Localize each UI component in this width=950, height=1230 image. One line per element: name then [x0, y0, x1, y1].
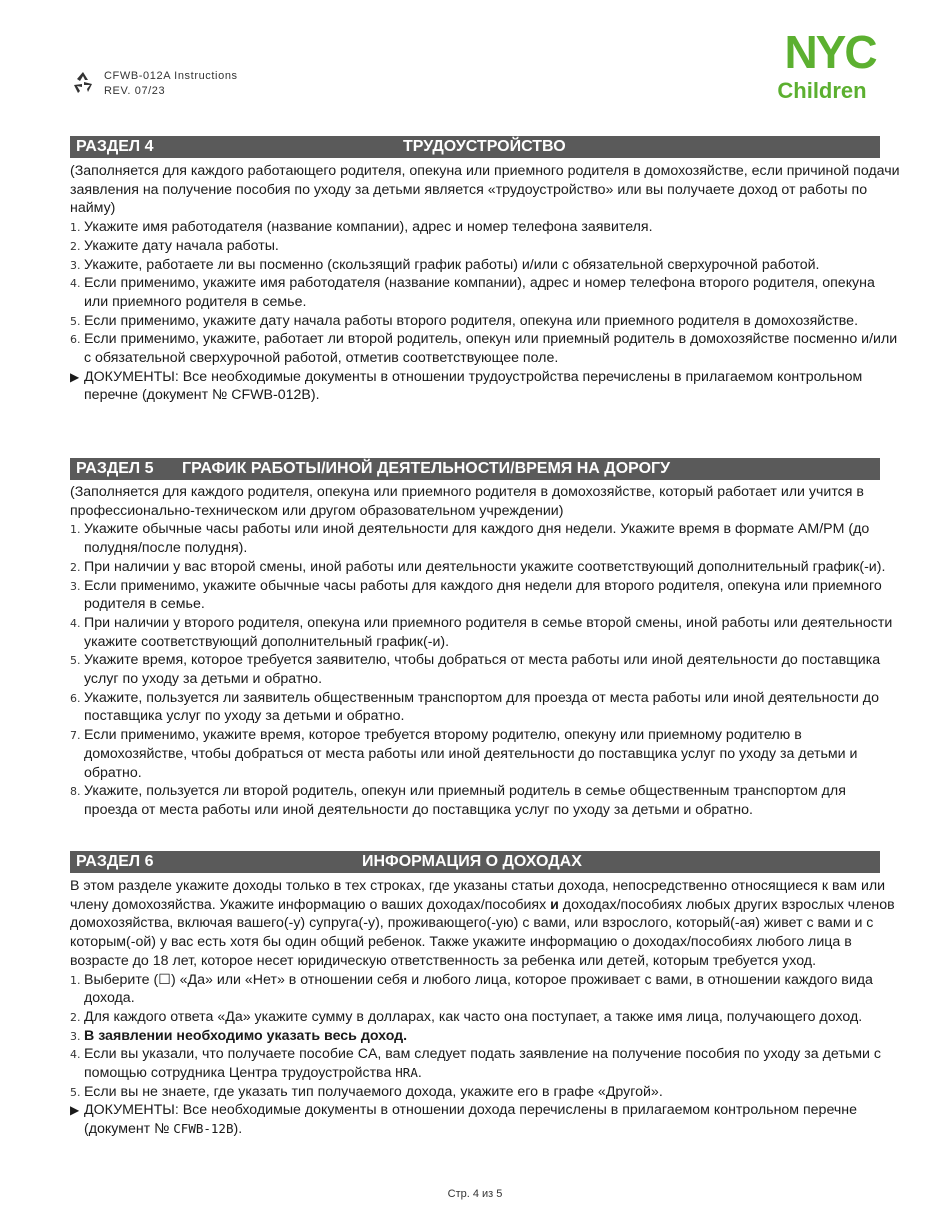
section-6-header [70, 851, 880, 873]
section-5-header [70, 458, 880, 480]
list-item: 4. При наличии у второго родителя, опекуна или приемного родителя в семье второй смены, иной работы или деятельности укажите соответствующий дополнительный график(-и). [70, 614, 893, 650]
documents-note: ▶ ДОКУМЕНТЫ: Все необходимые документы в отношении дохода перечислены в прилагаемом контрольном перечне (документ № CFWB-12B). [70, 1102, 857, 1138]
form-id [104, 69, 238, 99]
logo-children-text: Children [777, 78, 867, 103]
list-item: 5. Если вы не знаете, где указать тип получаемого дохода, укажите его в графе «Другой». [70, 1083, 663, 1100]
nyc-children-logo [760, 28, 900, 103]
list-item: 4. Если вы указали, что получаете пособие CA, вам следует подать заявление на получение пособия по уходу за детьми с помощью сотрудника Центра трудоустройства HRA. [70, 1046, 881, 1082]
section-5-body [70, 483, 900, 820]
list-item: 1. Выберите (☐) «Да» или «Нет» в отношении себя и любого лица, которое проживает с вами, в отношении каждого вида дохода. [70, 971, 873, 1007]
list-item: 5. Укажите время, которое требуется заявителю, чтобы добраться от места работы или иной деятельности до поставщика услуг по уходу за детьми и обратно. [70, 652, 881, 688]
section-5-intro: (Заполняется для каждого родителя, опекуна или приемного родителя в домохозяйстве, который работает или учится в профессионально-техническом или другом образовательном учреждении) [70, 484, 864, 519]
section-4-intro: (Заполняется для каждого работающего родителя, опекуна или приемного родителя в домохозяйстве, если причиной подачи заявления на получение пособия по уходу за детьми является «трудоустройство» или вы получаете доход от работы по найму) [70, 163, 900, 217]
list-item: 4. Если применимо, укажите имя работодателя (название компании), адрес и номер телефона второго родителя, опекуна или приемного родителя в семье. [70, 275, 875, 310]
revision: REV. 07/23 [104, 85, 166, 97]
arrow-right-icon: ▶ [70, 1103, 80, 1118]
list-item: 8. Укажите, пользуется ли второй родитель, опекун или приемный родитель в семье общественным транспортом для проезда от места работы или иной деятельности до поставщика услуг по уходу за детьми и обратно. [70, 783, 846, 818]
page-header [70, 28, 900, 108]
section-6-number: РАЗДЕЛ 6 [76, 853, 154, 870]
list-item: 6. Укажите, пользуется ли заявитель общественным транспортом для проезда от места работы или иной деятельности до поставщика услуг по уходу за детьми и обратно. [70, 689, 879, 725]
list-item: 2. При наличии у вас второй смены, иной работы или деятельности укажите соответствующий дополнительный график(-и). [70, 558, 886, 575]
logo-nyc-text: NYC [784, 28, 876, 78]
list-item: 3. Укажите, работаете ли вы посменно (скользящий график работы) и/или с обязательной сверхурочной работой. [70, 256, 820, 273]
section-5-title: ГРАФИК РАБОТЫ/ИНОЙ ДЕЯТЕЛЬНОСТИ/ВРЕМЯ НА ДОРОГУ [182, 460, 671, 477]
form-number: CFWB-012A Instructions [104, 70, 238, 82]
arrow-right-icon: ▶ [70, 369, 80, 384]
list-item: 2. Укажите дату начала работы. [70, 237, 279, 254]
documents-note: ▶ ДОКУМЕНТЫ: Все необходимые документы в отношении трудоустройства перечислены в прилагаемом контрольном перечне (документ № CFWB-012B). [70, 368, 863, 404]
list-item: 3. Если применимо, укажите обычные часы работы для каждого дня недели для второго родителя, опекуна или приемного родителя в семье. [70, 577, 882, 613]
list-item: 1. Укажите имя работодателя (название компании), адрес и номер телефона заявителя. [70, 219, 653, 236]
list-item: 7. Если применимо, укажите время, которое требуется второму родителю, опекуну или приемному родителю в домохозяйстве, чтобы добраться от места работы или иной деятельности до поставщика услуг по уходу за детьми и обратно. [70, 727, 858, 781]
list-item: 3. В заявлении необходимо указать весь доход. [70, 1027, 408, 1044]
section-4-number: РАЗДЕЛ 4 [76, 138, 154, 155]
section-4-body [70, 162, 900, 405]
section-6-title: ИНФОРМАЦИЯ О ДОХОДАХ [362, 853, 582, 870]
list-item: 2. Для каждого ответа «Да» укажите сумму в долларах, как часто она поступает, а также имя лица, получающего доход. [70, 1008, 863, 1025]
list-item: 5. Если применимо, укажите дату начала работы второго родителя, опекуна или приемного родителя в домохозяйстве. [70, 312, 859, 329]
section-6-intro: В этом разделе укажите доходы только в тех строках, где указаны статьи дохода, непосредственно относящиеся к вам или члену домохозяйства. Укажите информацию о ваших доходах/пособиях и доходах/пособиях любых других взрослых членов домохозяйства, включая вашего(-у) супруга(-у), проживающего(-ую) с вами, или взрослого, который(-ая) живет с вами и с которым(-ой) у вас есть хотя бы один общий ребенок. Также укажите информацию о доходах/пособиях любого лица в возрасте до 18 лет, которое несет юридическую ответственность за ребенка или детей, которым требуется уход. [70, 878, 895, 969]
section-5-number: РАЗДЕЛ 5 [76, 460, 154, 477]
section-4-header [70, 136, 880, 158]
recycle-icon [70, 70, 96, 96]
page-number: Стр. 4 из 5 [447, 1188, 503, 1200]
list-item: 6. Если применимо, укажите, работает ли второй родитель, опекун или приемный родитель в домохозяйстве посменно и/или с обязательной сверхурочной работой, отметив соответствующее поле. [70, 331, 898, 367]
section-6-body [70, 877, 900, 1139]
section-4-title: ТРУДОУСТРОЙСТВО [403, 138, 566, 155]
list-item: 1. Укажите обычные часы работы или иной деятельности для каждого дня недели. Укажите время в формате AM/PM (до полудня/после полудня). [70, 521, 870, 557]
